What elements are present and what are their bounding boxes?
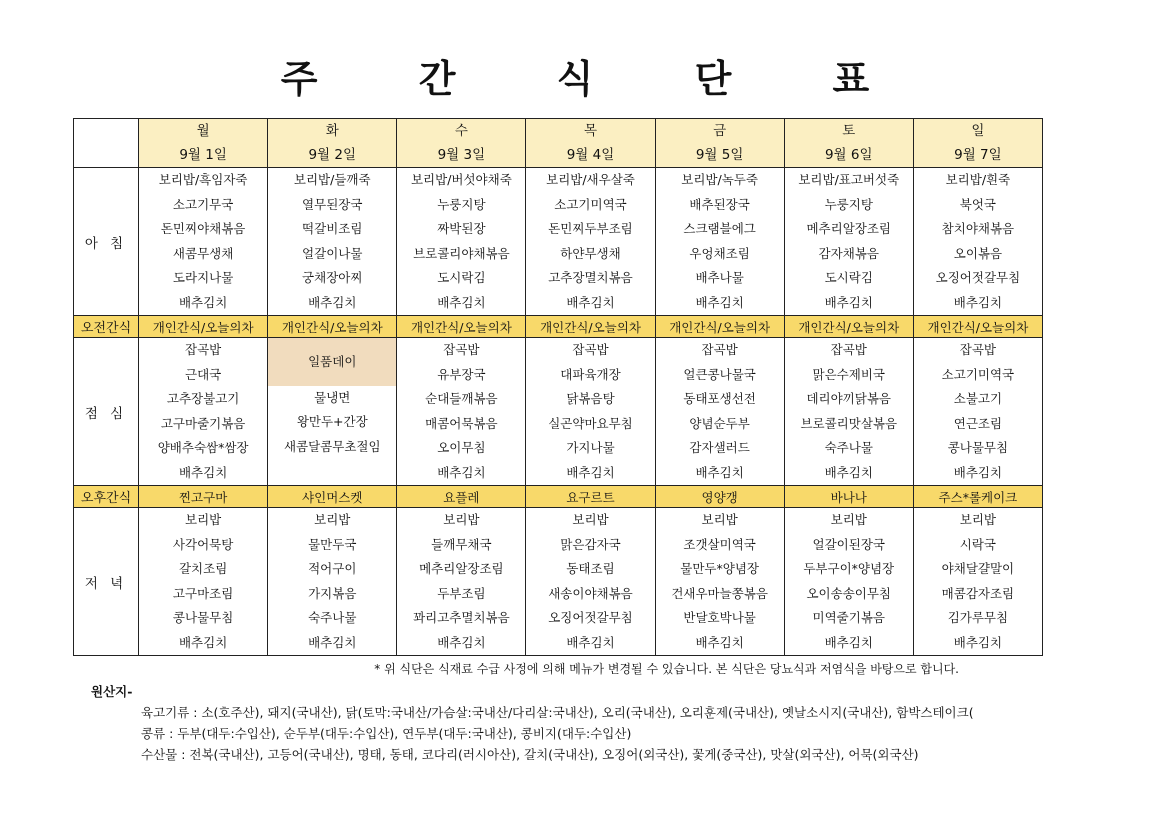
menu-item: 배추김치 (824, 294, 873, 310)
dinner-label: 저 녁 (74, 508, 139, 656)
lunch-cell (526, 338, 655, 486)
menu-item: 배추김치 (437, 464, 486, 480)
menu-item: 떡갈비조림 (302, 221, 363, 237)
menu-item: 도라지나물 (172, 270, 234, 286)
day-date: 9월 3일 (437, 147, 486, 163)
day-date: 9월 5일 (695, 147, 744, 163)
menu-item: 잡곡밥 (443, 342, 480, 358)
breakfast-items (785, 168, 913, 315)
pm-snack-cell: 샤인머스켓 (268, 486, 397, 508)
breakfast-items (914, 168, 1042, 315)
menu-item: 배추김치 (953, 464, 1003, 480)
day-name: 화 (325, 123, 339, 139)
lunch-cell (655, 338, 784, 486)
menu-item: 물만두국 (308, 536, 357, 552)
menu-item: 누룽지탕 (824, 196, 873, 212)
breakfast-items (397, 168, 525, 315)
menu-item: 메추리알장조림 (419, 561, 504, 577)
am-snack-cell: 개인간식/오늘의차 (784, 316, 913, 338)
menu-item: 북엇국 (959, 196, 997, 212)
menu-item: 궁채장아찌 (302, 270, 363, 286)
pm-snack-label: 오후간식 (74, 486, 139, 508)
menu-item: 보리밥/버섯야채죽 (410, 172, 512, 188)
breakfast-items (656, 168, 784, 315)
breakfast-items (268, 168, 396, 315)
origin-seafood-line: 수산물 : 전복(국내산), 고등어(국내산), 명태, 동태, 코다리(러시아산), 갈치(국내산), 오징어(외국산), 꽃게(중국산), 맛살(외국산), 어묵(외국산) (141, 747, 919, 762)
menu-item: 두부구이*양념장 (803, 561, 895, 577)
menu-item: 잡곡밥 (701, 342, 738, 358)
menu-item: 양념순두부 (689, 415, 750, 431)
menu-item: 짜박된장 (437, 221, 486, 237)
breakfast-cell (139, 168, 268, 316)
dinner-cell (139, 508, 268, 656)
menu-item: 누룽지탕 (437, 196, 486, 212)
menu-item: 배추김치 (695, 294, 744, 310)
menu-item: 동태조림 (566, 561, 615, 577)
lunch-items (139, 338, 267, 485)
lunch-cell (268, 338, 397, 486)
menu-item: 보리밥/흰죽 (945, 172, 1011, 188)
pm-snack-cell: 주스*롤케이크 (913, 486, 1042, 508)
menu-item: 매콤어묵볶음 (425, 415, 498, 431)
day-header (397, 119, 526, 168)
menu-item: 동태포생선전 (683, 391, 756, 407)
menu-item: 일품데이 (268, 338, 396, 386)
menu-item: 조갯살미역국 (683, 536, 756, 552)
menu-item: 도시락김 (824, 270, 873, 286)
menu-item: 콩나물무침 (947, 440, 1009, 456)
day-date: 9월 1일 (179, 147, 227, 163)
dinner-cell (913, 508, 1042, 656)
dinner-cell (526, 508, 655, 656)
dinner-row (74, 508, 1043, 656)
menu-item: 잡곡밥 (830, 342, 867, 358)
breakfast-items (139, 168, 267, 315)
menu-item: 배추김치 (824, 634, 873, 650)
am-snack-label: 오전간식 (74, 316, 139, 338)
breakfast-cell (526, 168, 655, 316)
menu-change-note: * 위 식단은 식재료 수급 사정에 의해 메뉴가 변경될 수 있습니다. 본 식단은 당뇨식과 저염식을 바탕으로 합니다. (374, 662, 959, 676)
menu-item: 꽈리고추멸치볶음 (413, 610, 510, 626)
lunch-items (656, 338, 784, 485)
day-header (268, 119, 397, 168)
menu-item: 보리밥 (314, 512, 351, 528)
menu-item: 오징어젓갈무침 (548, 610, 633, 626)
lunch-items (914, 338, 1042, 485)
am-snack-cell: 개인간식/오늘의차 (397, 316, 526, 338)
day-date: 9월 7일 (954, 147, 1002, 163)
header-row (74, 119, 1043, 168)
menu-item: 콩나물무침 (172, 610, 234, 626)
menu-item: 오이송송이무침 (806, 585, 892, 601)
menu-item: 사각어묵탕 (172, 536, 234, 552)
menu-item: 배추김치 (953, 294, 1003, 310)
menu-item: 스크램블에그 (683, 221, 756, 237)
menu-item: 배추김치 (178, 464, 228, 480)
pm-snack-cell: 요플레 (397, 486, 526, 508)
day-header (526, 119, 655, 168)
am-snack-cell: 개인간식/오늘의차 (526, 316, 655, 338)
pm-snack-cell: 요구르트 (526, 486, 655, 508)
menu-item: 돈민찌두부조림 (548, 221, 633, 237)
menu-item: 유부장국 (437, 366, 486, 382)
lunch-items (397, 338, 525, 485)
dinner-cell (784, 508, 913, 656)
weekly-menu-table (73, 118, 1043, 656)
menu-item: 새콤달콤무초절임 (283, 438, 381, 454)
dinner-items (139, 508, 267, 655)
menu-item: 보리밥/표고버섯죽 (798, 172, 900, 188)
menu-item: 반달호박나물 (683, 610, 756, 626)
day-name: 목 (583, 123, 598, 139)
menu-item: 근대국 (185, 366, 222, 382)
day-name: 일 (971, 123, 985, 139)
menu-item: 배추김치 (308, 634, 357, 650)
menu-item: 야채달걀말이 (941, 561, 1015, 577)
menu-item: 감자샐러드 (689, 440, 750, 456)
menu-item: 미역줄기볶음 (812, 610, 885, 626)
menu-item: 맑은감자국 (560, 536, 621, 552)
day-header (784, 119, 913, 168)
lunch-cell (913, 338, 1042, 486)
breakfast-cell (268, 168, 397, 316)
lunch-label: 점 심 (74, 338, 139, 486)
pm-snack-row (74, 486, 1043, 508)
menu-item: 메추리알장조림 (806, 221, 892, 237)
menu-item: 닭볶음탕 (566, 391, 615, 407)
menu-item: 숙주나물 (308, 610, 357, 626)
pm-snack-cell: 찐고구마 (139, 486, 268, 508)
menu-item: 대파육개장 (560, 366, 621, 382)
breakfast-items (526, 168, 654, 315)
menu-item: 얼갈이된장국 (812, 536, 885, 552)
menu-item: 오이무침 (437, 440, 486, 456)
menu-item: 보리밥 (185, 512, 222, 528)
menu-item: 도시락김 (437, 270, 486, 286)
breakfast-cell (784, 168, 913, 316)
menu-item: 돈민찌야채볶음 (160, 221, 246, 237)
lunch-items (526, 338, 654, 485)
menu-item: 김가루무침 (947, 610, 1009, 626)
menu-item: 고구마조림 (172, 585, 234, 601)
menu-item: 소고기미역국 (941, 366, 1015, 382)
menu-item: 고구마줄기볶음 (160, 415, 246, 431)
menu-item: 참치야채볶음 (941, 221, 1015, 237)
menu-item: 배추김치 (824, 464, 873, 480)
origin-title: 원산지- (91, 684, 133, 699)
menu-item: 오이볶음 (953, 245, 1003, 261)
dinner-items (397, 508, 525, 655)
breakfast-cell (913, 168, 1042, 316)
menu-item: 왕만두+간장 (296, 414, 368, 430)
menu-item: 보리밥/들깨죽 (293, 172, 371, 188)
menu-item: 데리야끼닭볶음 (806, 391, 892, 407)
dinner-items (785, 508, 913, 655)
breakfast-cell (655, 168, 784, 316)
menu-item: 얼갈이나물 (302, 245, 363, 261)
am-snack-cell: 개인간식/오늘의차 (139, 316, 268, 338)
menu-item: 브로콜리야채볶음 (413, 245, 510, 261)
menu-item: 보리밥 (443, 512, 480, 528)
menu-item: 새송이야채볶음 (548, 585, 633, 601)
menu-item: 가지나물 (566, 440, 615, 456)
dinner-items (268, 508, 396, 655)
menu-item: 맑은수제비국 (812, 366, 885, 382)
menu-item: 배추김치 (308, 294, 357, 310)
menu-item: 배추김치 (437, 294, 486, 310)
menu-item: 배추김치 (178, 294, 228, 310)
pm-snack-cell: 영양갱 (655, 486, 784, 508)
menu-item: 보리밥 (701, 512, 738, 528)
menu-item: 순대들깨볶음 (425, 391, 498, 407)
breakfast-label: 아 침 (74, 168, 139, 316)
menu-item: 배추김치 (953, 634, 1003, 650)
lunch-items (268, 338, 396, 485)
origin-beans-line: 콩류 : 두부(대두:수입산), 순두부(대두:수입산), 연두부(대두:국내산), 콩비지(대두:수입산) (141, 726, 632, 741)
day-name: 토 (842, 123, 856, 139)
menu-item: 잡곡밥 (185, 342, 222, 358)
breakfast-cell (397, 168, 526, 316)
day-header (139, 119, 268, 168)
origin-meat-line: 육고기류 : 소(호주산), 돼지(국내산), 닭(토막:국내산/가슴살:국내산/다리살:국내산), 오리(국내산), 오리훈제(국내산), 옛날소시지(국내산), 함박스테이크( (141, 705, 974, 720)
menu-item: 건새우마늘쫑볶음 (671, 585, 768, 601)
menu-item: 소불고기 (953, 391, 1003, 407)
menu-item: 브로콜리맛살볶음 (800, 415, 898, 431)
day-header (913, 119, 1042, 168)
day-name: 수 (454, 123, 468, 139)
pm-snack-cell: 바나나 (784, 486, 913, 508)
day-date: 9월 4일 (566, 147, 615, 163)
header-corner (74, 119, 139, 168)
lunch-cell (139, 338, 268, 486)
menu-item: 들깨무채국 (431, 536, 492, 552)
lunch-row (74, 338, 1043, 486)
menu-item: 소고기무국 (172, 196, 234, 212)
lunch-cell (397, 338, 526, 486)
menu-item: 소고기미역국 (554, 196, 627, 212)
menu-item: 배추된장국 (689, 196, 750, 212)
menu-item: 적어구이 (308, 561, 357, 577)
menu-item: 시락국 (959, 536, 997, 552)
menu-item: 하얀무생채 (560, 245, 621, 261)
menu-item: 오징어젓갈무침 (935, 270, 1021, 286)
dinner-items (656, 508, 784, 655)
menu-item: 보리밥/녹두죽 (681, 172, 758, 188)
menu-item: 실곤약마요무침 (548, 415, 633, 431)
menu-item: 물냉면 (314, 390, 351, 405)
menu-item: 배추나물 (695, 270, 744, 286)
menu-item: 배추김치 (566, 634, 615, 650)
menu-item: 물만두*양념장 (680, 561, 759, 577)
lunch-cell (784, 338, 913, 486)
menu-item: 숙주나물 (824, 440, 873, 456)
menu-item: 감자채볶음 (818, 245, 879, 261)
menu-item: 보리밥 (830, 512, 867, 528)
menu-item: 보리밥 (959, 512, 997, 528)
menu-item: 보리밥 (572, 512, 609, 528)
am-snack-cell: 개인간식/오늘의차 (655, 316, 784, 338)
dinner-cell (655, 508, 784, 656)
menu-item: 갈치조림 (178, 561, 228, 577)
am-snack-row (74, 316, 1043, 338)
menu-item: 고추장불고기 (166, 391, 240, 407)
dinner-items (526, 508, 654, 655)
menu-item: 열무된장국 (302, 196, 363, 212)
am-snack-cell: 개인간식/오늘의차 (913, 316, 1042, 338)
menu-item: 새콤무생채 (172, 245, 234, 261)
menu-item: 배추김치 (566, 294, 615, 310)
menu-item: 가지볶음 (308, 585, 357, 601)
menu-item: 얼큰콩나물국 (683, 366, 756, 382)
day-date: 9월 6일 (824, 147, 873, 163)
dinner-items (914, 508, 1042, 655)
lunch-items (785, 338, 913, 485)
menu-item: 두부조림 (437, 585, 486, 601)
dinner-cell (397, 508, 526, 656)
am-snack-cell: 개인간식/오늘의차 (268, 316, 397, 338)
day-date: 9월 2일 (308, 147, 357, 163)
menu-item: 잡곡밥 (959, 342, 997, 358)
menu-item: 배추김치 (695, 634, 744, 650)
menu-item: 매콤감자조림 (941, 585, 1015, 601)
menu-item: 우엉채조림 (689, 245, 750, 261)
menu-item: 양배추숙쌈*쌈장 (157, 440, 249, 456)
menu-item: 배추김치 (566, 464, 615, 480)
menu-item: 보리밥/흑임자죽 (158, 172, 248, 188)
menu-item: 배추김치 (178, 634, 228, 650)
menu-item: 배추김치 (695, 464, 744, 480)
menu-item: 고추장멸치볶음 (548, 270, 633, 286)
dinner-cell (268, 508, 397, 656)
menu-item: 연근조림 (953, 415, 1003, 431)
day-name: 월 (196, 123, 210, 139)
day-header (655, 119, 784, 168)
menu-item: 배추김치 (437, 634, 486, 650)
menu-item: 보리밥/새우살죽 (546, 172, 635, 188)
page-title: 주 간 식 단 표 (280, 57, 914, 101)
menu-item: 잡곡밥 (572, 342, 609, 358)
day-name: 금 (713, 123, 727, 139)
breakfast-row (74, 168, 1043, 316)
